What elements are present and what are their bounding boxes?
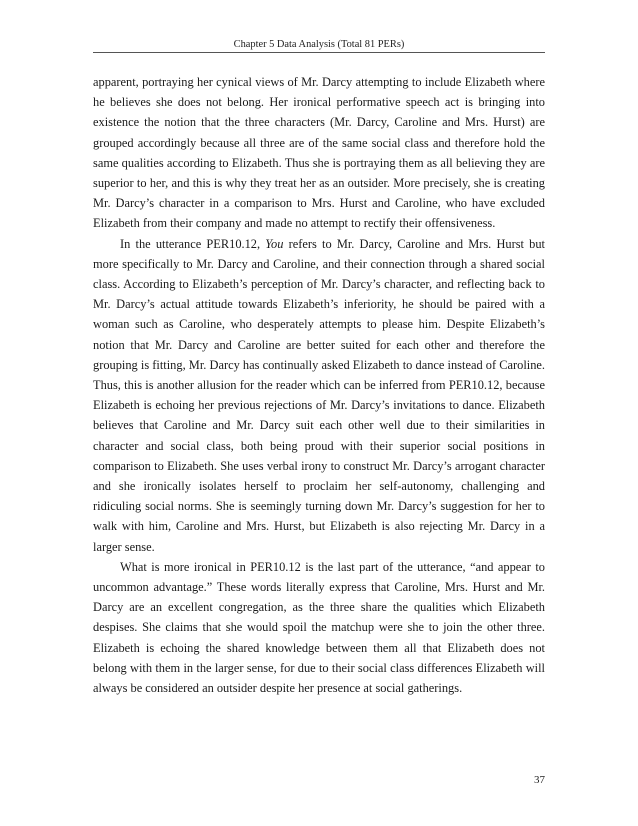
header-rule — [93, 52, 545, 53]
body-text — [93, 72, 545, 698]
running-header: Chapter 5 Data Analysis (Total 81 PERs) — [233, 39, 405, 50]
paragraph-3: What is more ironical in PER10.12 is the last part of the utterance, “and appear to uncommon advantage.” These words literally express that Caroline, Mrs. Hurst and Mr. Darcy are an excellent congregation, as the three share the qualities which Elizabeth despises. She claims that she would spoil the matchup were she to join the other three. Elizabeth is echoing the shared knowledge between them all that Elizabeth does not belong with them in the larger sense, for due to their social class differences Elizabeth will always be considered an outsider despite her presence at social gatherings. — [93, 559, 545, 696]
paragraph-2 — [93, 234, 545, 557]
paragraph-2-text-before: In the utterance PER10.12, — [120, 236, 266, 251]
paragraph-2-emphasis: You — [265, 236, 284, 251]
paragraph-1: apparent, portraying her cynical views of Mr. Darcy attempting to include Elizabeth where he believes she does not belong. Her ironical performative speech act is bringing into existence the notion that the three characters (Mr. Darcy, Caroline and Mrs. Hurst) are grouped accordingly because all three are of the same social class and therefore hold the same qualities according to Elizabeth. Thus she is portraying them as all believing they are superior to her, and this is why they treat her as an outsider. More precisely, she is creating Mr. Darcy’s character in a comparison to Mrs. Hurst and Caroline, who have excluded Elizabeth from their company and made no attempt to rectify their offensiveness. — [93, 75, 545, 231]
page-number: 37 — [534, 774, 545, 786]
paragraph-2-text-after: refers to Mr. Darcy, Caroline and Mrs. Hurst but more specifically to Mr. Darcy and Caroline, and their connection through a shared social class. According to Elizabeth’s perception of Mr. Darcy’s character, and reflecting back to Mr. Darcy’s actual attitude towards Elizabeth’s inferiority, he should be paired with a woman such as Caroline, who desperately attempts to please him. Despite Elizabeth’s notion that Mr. Darcy and Caroline are better suited for each other and therefore the grouping is fitting, Mr. Darcy has continually asked Elizabeth to dance instead of Caroline. Thus, this is another allusion for the reader which can be inferred from PER10.12, because Elizabeth is echoing her previous rejections of Mr. Darcy’s invitations to dance. Elizabeth believes that Caroline and Mr. Darcy suit each other well due to their similarities in character and social class, both being proud with their superior social positions in comparison to Elizabeth. She uses verbal irony to construct Mr. Darcy’s arrogant character and she ironically isolates herself to proclaim her self-autonomy, challenging and ridiculing social norms. She is seemingly turning down Mr. Darcy’s suggestion for her to walk with him, Caroline and Mrs. Hurst, but Elizabeth is also rejecting Mr. Darcy in a larger sense. — [93, 236, 545, 554]
